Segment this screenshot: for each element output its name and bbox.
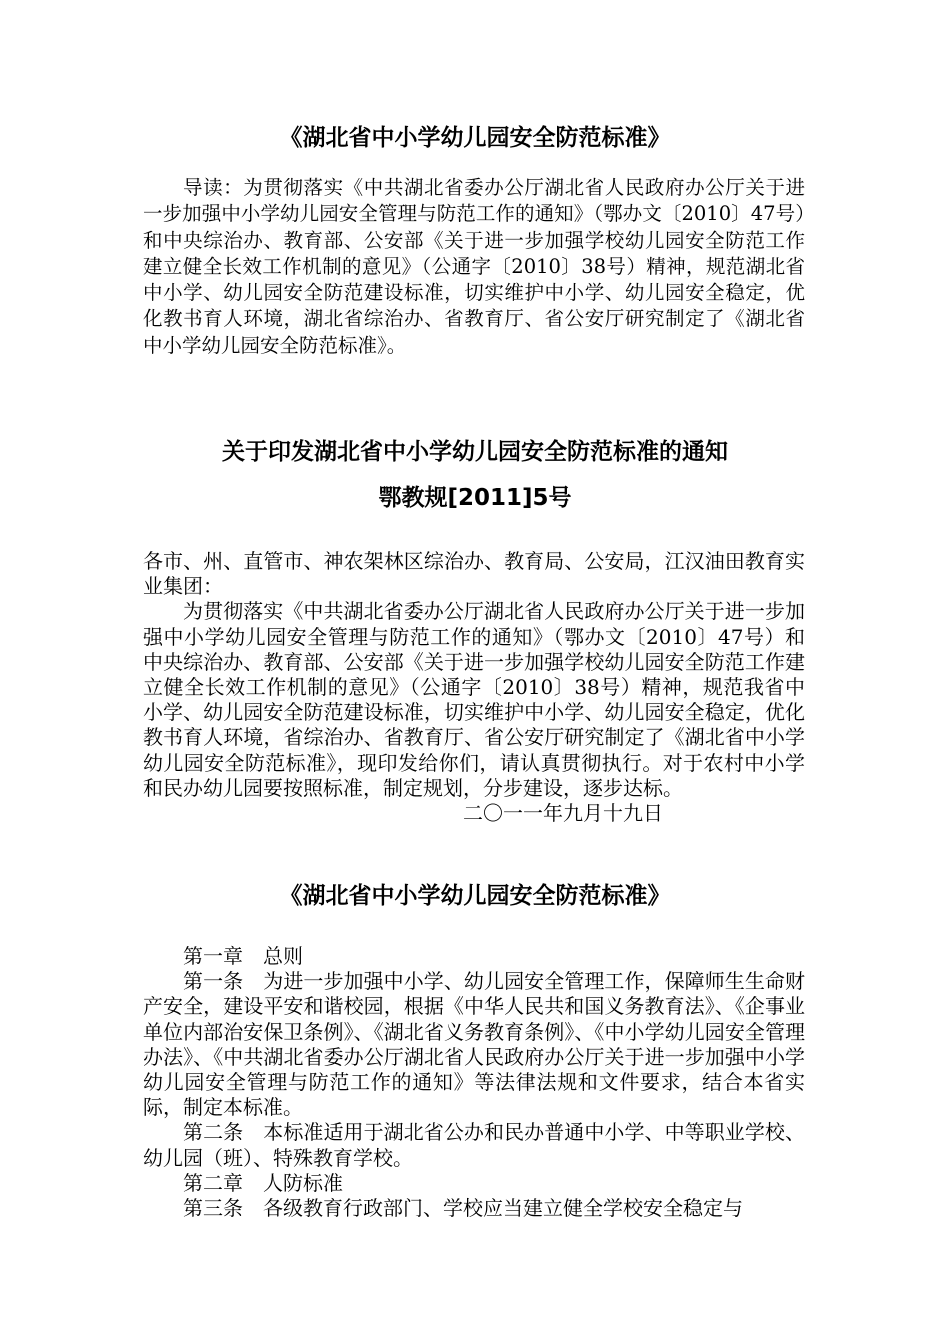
notice-title: 关于印发湖北省中小学幼儿园安全防范标准的通知 (222, 439, 728, 465)
notice-body-paragraph: 为贯彻落实《中共湖北省委办公厅湖北省人民政府办公厅关于进一步加强中小学幼儿园安全管理与防范工作的通知》（鄂办文〔2010〕47号）和中央综治办、教育部、公安部《关于进一步加强学校幼儿园安全防范工作建立健全长效工作机制的意见》（公通字〔2010〕38号）精神，规范我省中小学、幼儿园安全防范建设标准，切实维护中小学、幼儿园安全稳定，优化教书育人环境，省综治办、省教育厅、省公安厅研究制定了《湖北省中小学幼儿园安全防范标准》，现印发给你们，请认真贯彻执行。对于农村中小学和民办幼儿园要按照标准，制定规划，分步建设，逐步达标。 (143, 599, 805, 800)
article-3-paragraph: 第三条 各级教育行政部门、学校应当建立健全学校安全稳定与 (183, 1196, 743, 1221)
intro-paragraph: 导读：为贯彻落实《中共湖北省委办公厅湖北省人民政府办公厅关于进一步加强中小学幼儿园安全管理与防范工作的通知》（鄂办文〔2010〕47号）和中央综治办、教育部、公安部《关于进一步加强学校幼儿园安全防范工作建立健全长效工作机制的意见》（公通字〔2010〕38号）精神，规范湖北省中小学、幼儿园安全防范建设标准，切实维护中小学、幼儿园安全稳定，优化教书育人环境，湖北省综治办、省教育厅、省公安厅研究制定了《湖北省中小学幼儿园安全防范标准》。 (143, 176, 805, 357)
article-1-paragraph: 第一条 为进一步加强中小学、幼儿园安全管理工作，保障师生生命财产安全，建设平安和谐校园，根据《中华人民共和国义务教育法》、《企事业单位内部治安保卫条例》、《湖北省义务教育条例》、《中小学幼儿园安全管理办法》、《中共湖北省委办公厅湖北省人民政府办公厅关于进一步加强中小学幼儿园安全管理与防范工作的通知》等法律法规和文件要求，结合本省实际，制定本标准。 (143, 969, 805, 1120)
intro-section (143, 175, 805, 359)
notice-date: 二〇一一年九月十九日 (463, 801, 663, 826)
article-2-paragraph: 第二条 本标准适用于湖北省公办和民办普通中小学、中等职业学校、幼儿园（班）、特殊教育学校。 (143, 1120, 805, 1170)
document-number: 鄂教规[2011]5号 (378, 485, 572, 511)
standard-section (143, 944, 805, 1221)
standard-title: 《湖北省中小学幼儿园安全防范标准》 (279, 883, 671, 909)
document-title: 《湖北省中小学幼儿园安全防范标准》 (279, 125, 671, 151)
chapter-2-heading: 第二章 人防标准 (183, 1170, 343, 1195)
notice-section (143, 549, 805, 826)
chapter-1-heading: 第一章 总则 (183, 944, 303, 968)
addressee-paragraph: 各市、州、直管市、神农架林区综治办、教育局、公安局，江汉油田教育实业集团： (143, 549, 805, 599)
